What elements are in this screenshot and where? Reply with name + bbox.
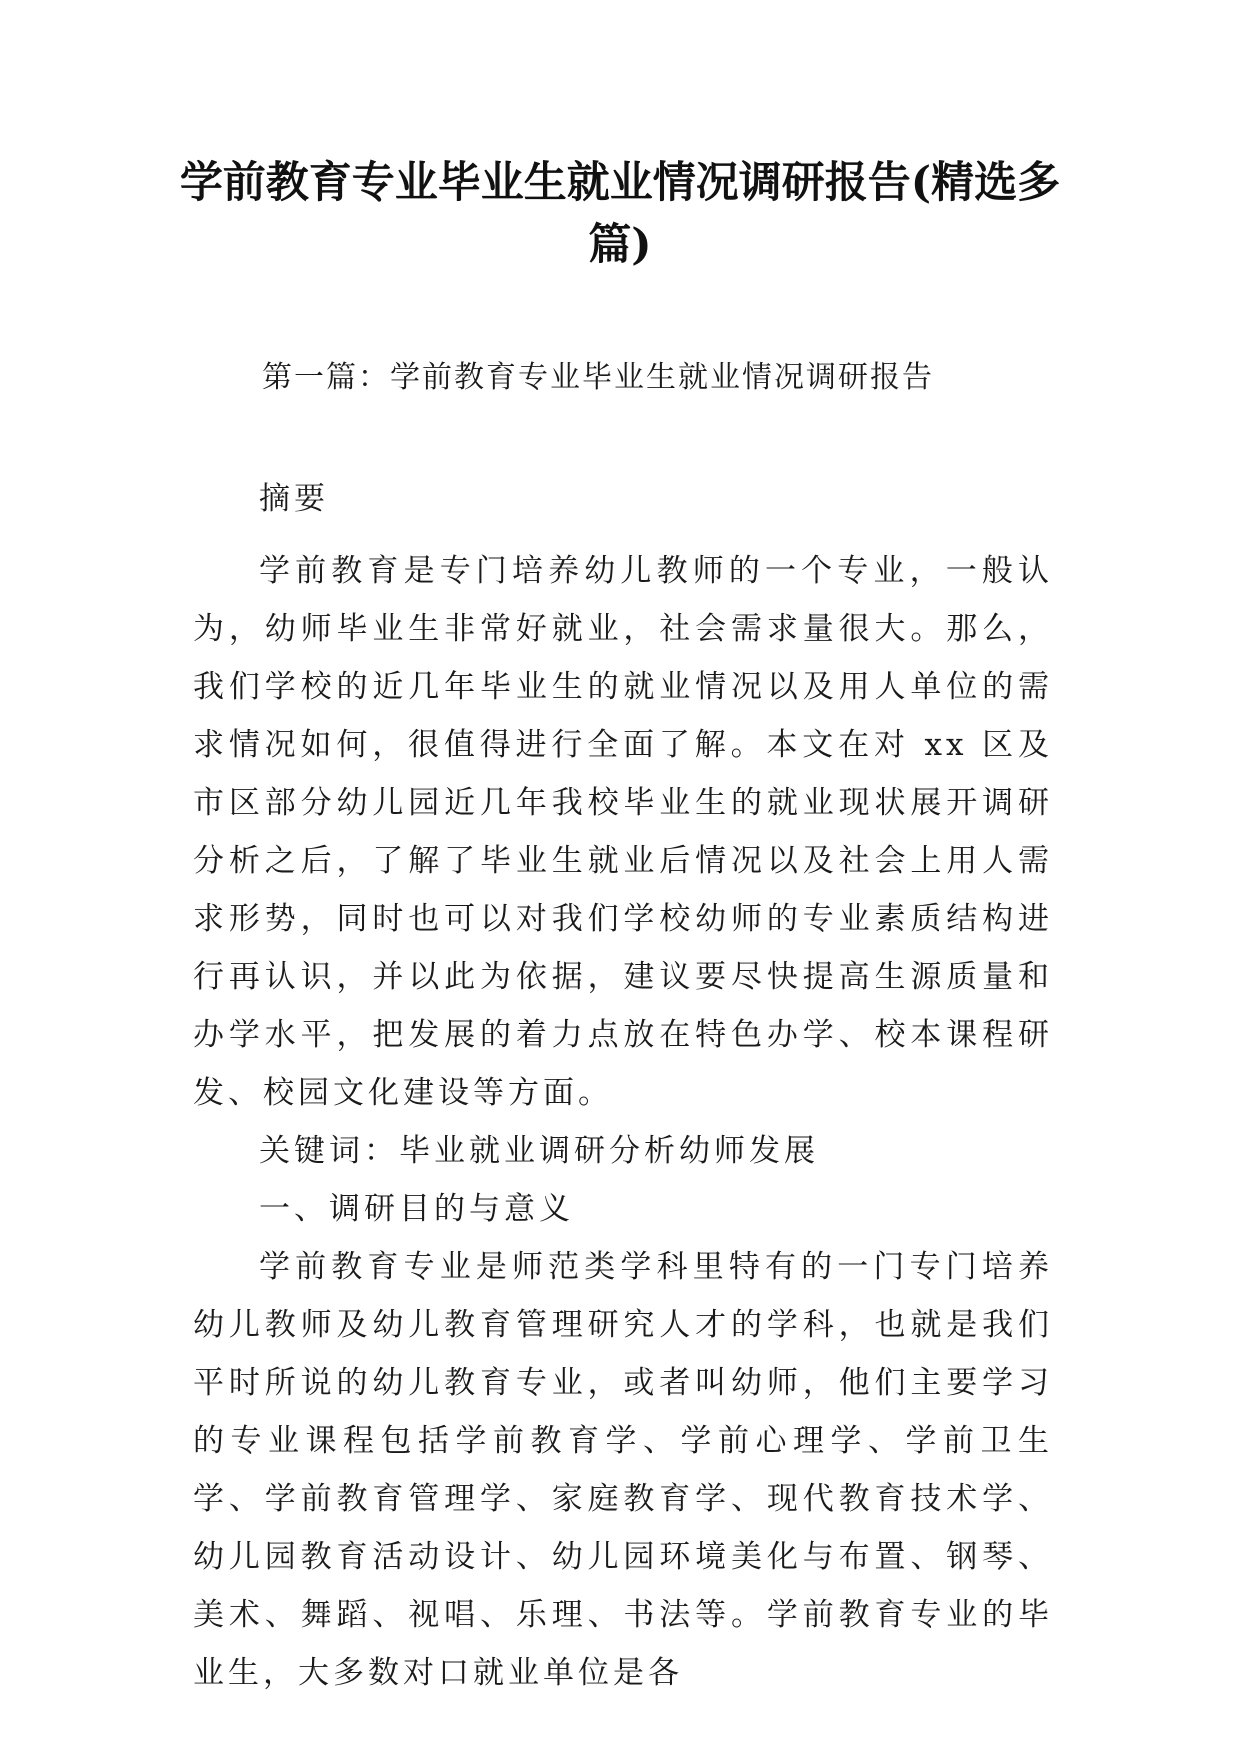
- abstract-label: 摘要: [259, 481, 329, 517]
- abstract-paragraph: 学前教育是专门培养幼儿教师的一个专业，一般认为，幼师毕业生非常好就业，社会需求量很大。那么，我们学校的近几年毕业生的就业情况以及用人单位的需求情况如何，很值得进行全面了解。本文在对 xx 区及市区部分幼儿园近几年我校毕业生的就业现状展开调研分析之后，了解了毕业生就业后情况以及社会上用人需求形势，同时也可以对我们学校幼师的专业素质结构进行再认识，并以此为依据，建议要尽快提高生源质量和办学水平，把发展的着力点放在特色办学、校本课程研发、校园文化建设等方面。: [193, 553, 1053, 1111]
- section-heading: 第一篇：学前教育专业毕业生就业情况调研报告: [262, 360, 934, 395]
- document-body: [193, 470, 1053, 1702]
- document-title: 学前教育专业毕业生就业情况调研报告(精选多篇): [179, 158, 1061, 270]
- body-paragraph: 学前教育专业是师范类学科里特有的一门专门培养幼儿教师及幼儿教育管理研究人才的学科，也就是我们平时所说的幼儿教育专业，或者叫幼师，他们主要学习的专业课程包括学前教育学、学前心理学、学前卫生学、学前教育管理学、家庭教育学、现代教育技术学、幼儿园教育活动设计、幼儿园环境美化与布置、钢琴、美术、舞蹈、视唱、乐理、书法等。学前教育专业的毕业生，大多数对口就业单位是各: [193, 1249, 1053, 1691]
- keywords-line: 关键词：毕业就业调研分析幼师发展: [259, 1133, 819, 1169]
- subheading-research-purpose: 一、调研目的与意义: [259, 1191, 574, 1227]
